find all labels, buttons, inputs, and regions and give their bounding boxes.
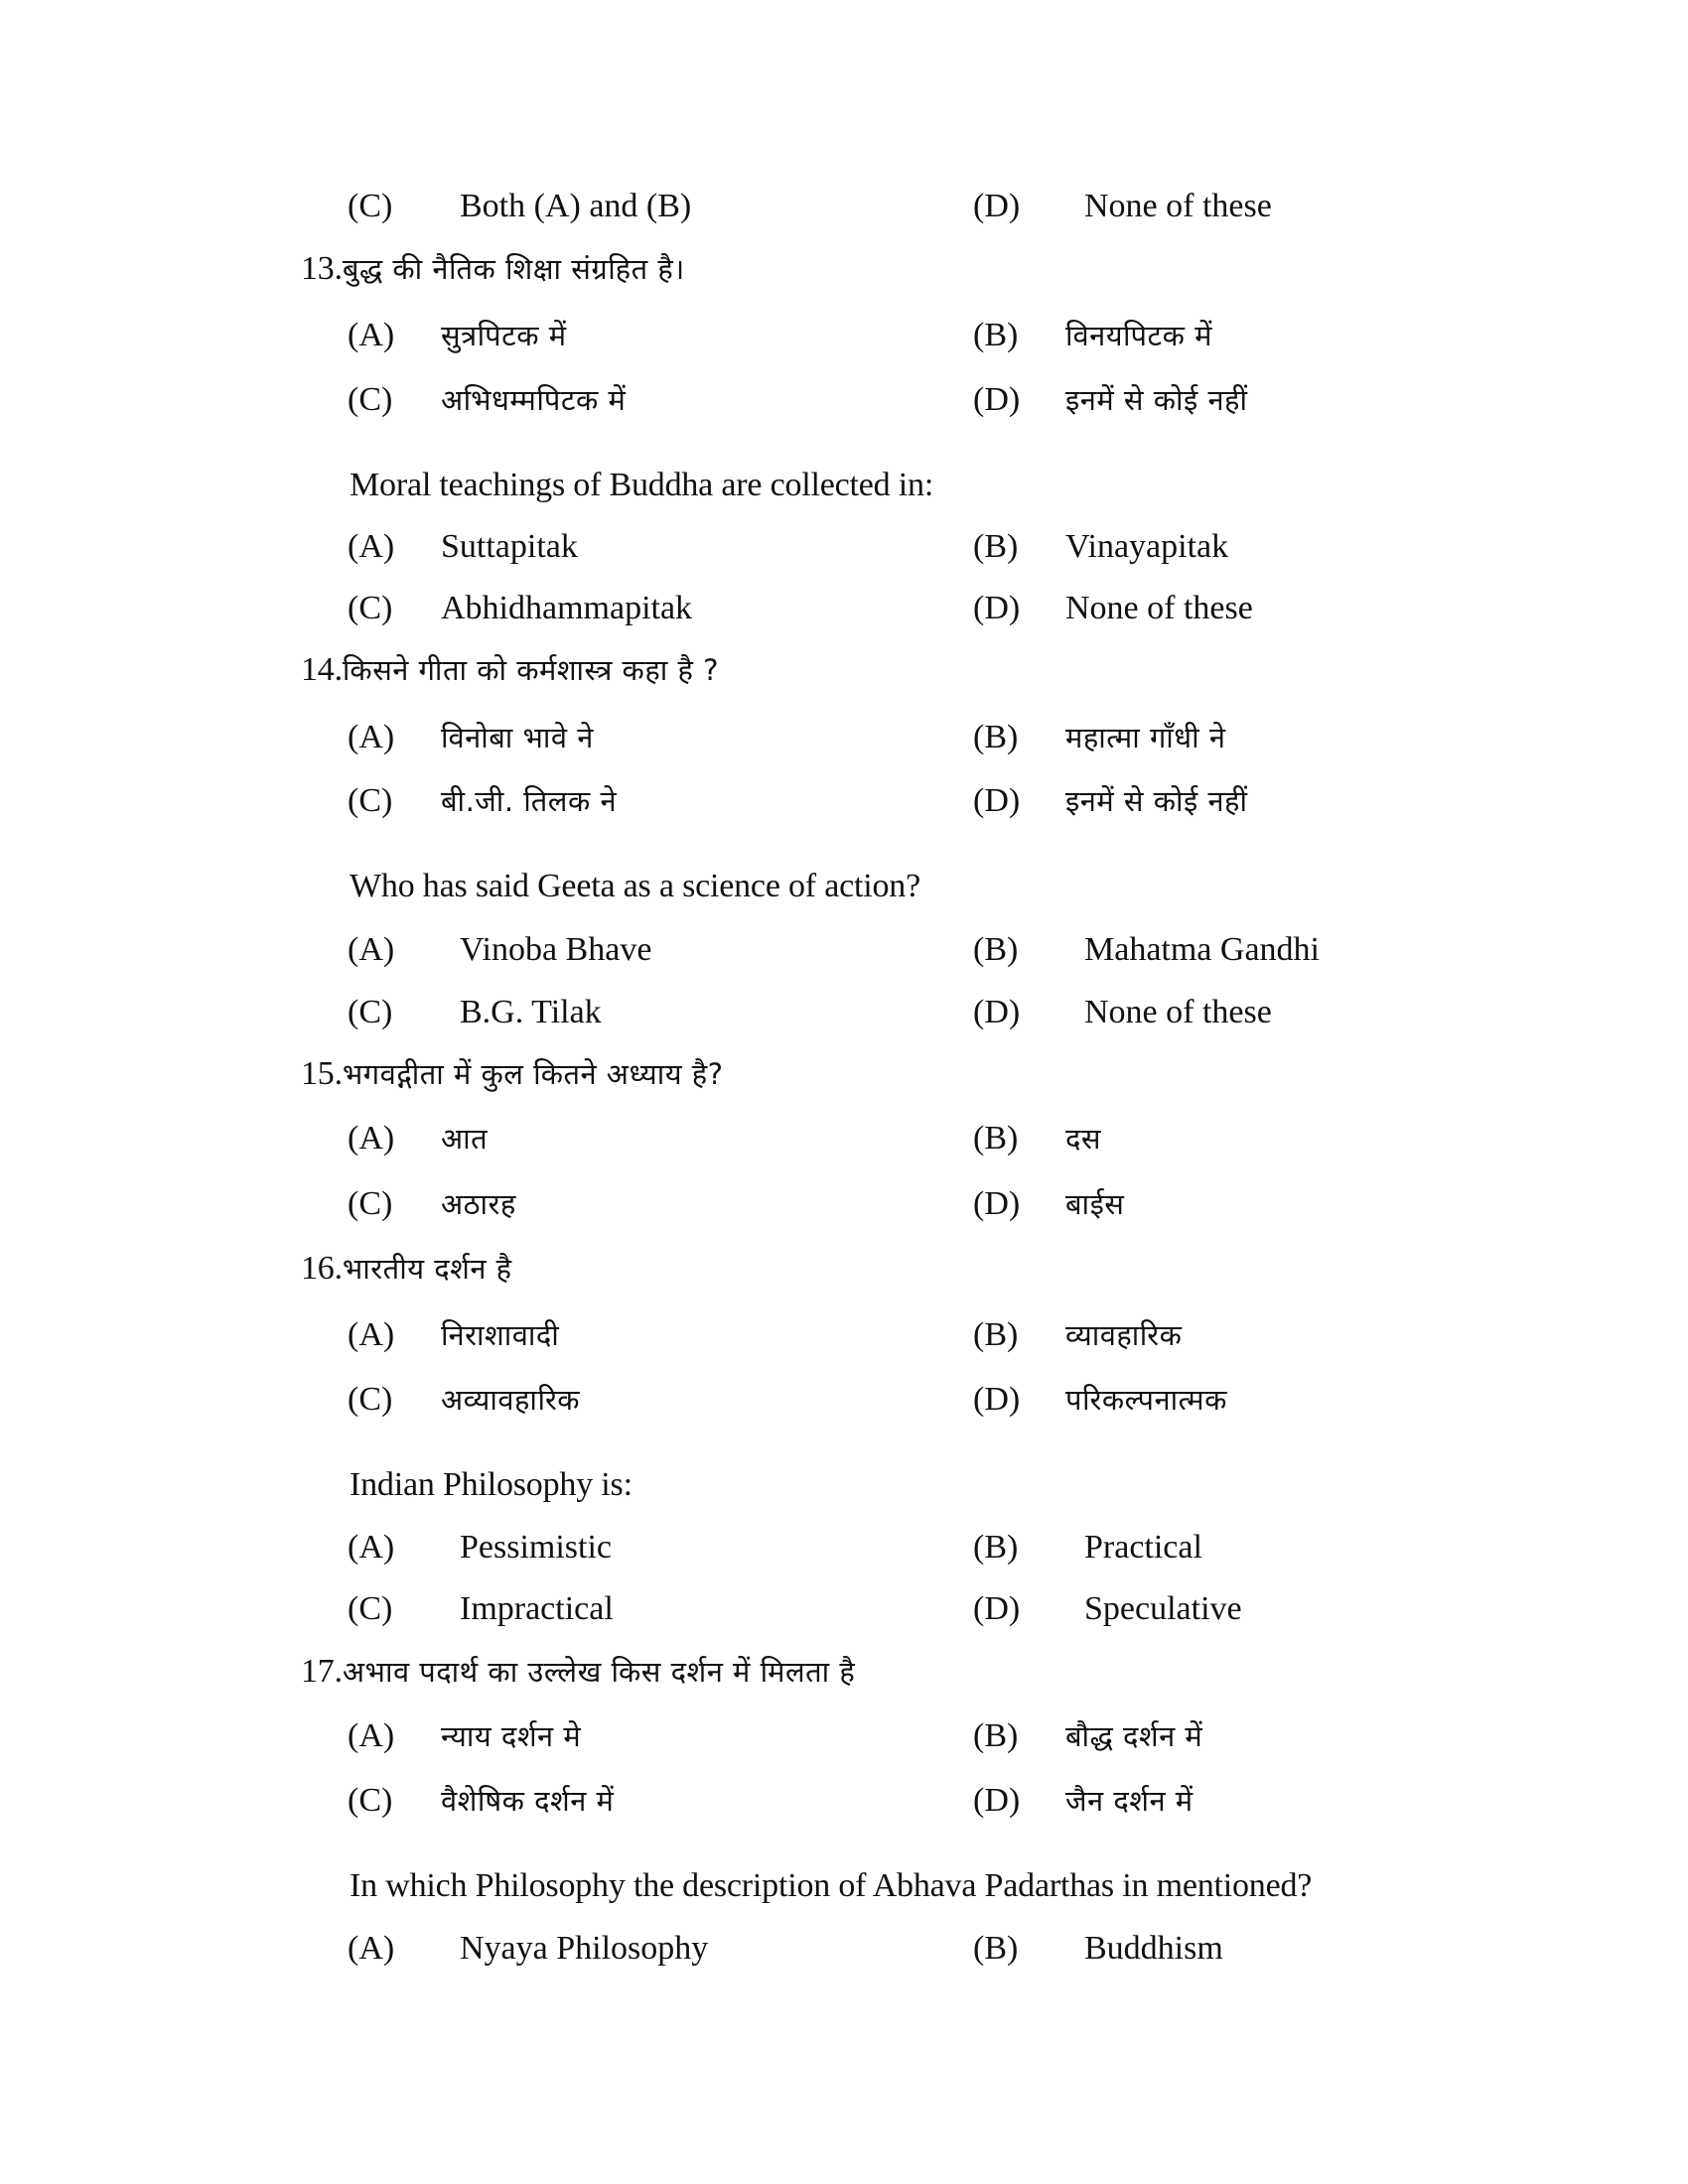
option-text-hindi: दस bbox=[1065, 1122, 1102, 1156]
question-text-english: Moral teachings of Buddha are collected in: bbox=[350, 467, 934, 503]
question-stem-hindi bbox=[301, 249, 685, 289]
question-number: 13. bbox=[301, 250, 343, 287]
question-text-english: Indian Philosophy is: bbox=[350, 1466, 633, 1503]
question-stem-hindi bbox=[301, 650, 719, 690]
question-text-hindi: भारतीय दर्शन है bbox=[342, 1252, 512, 1286]
option-text-hindi: विनयपिटक में bbox=[1065, 319, 1212, 352]
option-label: (D) bbox=[973, 1782, 1021, 1819]
question-text-hindi: भगवद्गीता में कुल कितने अध्याय है? bbox=[342, 1057, 724, 1091]
option-label: (C) bbox=[348, 1381, 393, 1418]
option-label: (A) bbox=[348, 317, 395, 353]
option-text: Buddhism bbox=[1084, 1930, 1223, 1967]
question-stem-hindi bbox=[301, 1652, 855, 1692]
question-text-hindi: अभाव पदार्थ का उल्लेख किस दर्शन में मिलता है bbox=[342, 1655, 856, 1689]
option-label: (B) bbox=[973, 1529, 1019, 1566]
option-label: (C) bbox=[348, 590, 393, 626]
option-text: Suttapitak bbox=[441, 528, 578, 565]
option-text-hindi: आत bbox=[441, 1122, 489, 1156]
option-label: (D) bbox=[973, 590, 1021, 626]
option-label: (A) bbox=[348, 1120, 395, 1157]
option-text-hindi: जैन दर्शन में bbox=[1065, 1784, 1194, 1818]
option-text: Mahatma Gandhi bbox=[1084, 931, 1320, 968]
option-label: (A) bbox=[348, 1316, 395, 1353]
option-text: Vinoba Bhave bbox=[460, 931, 652, 968]
question-number: 15. bbox=[301, 1055, 343, 1092]
question-text-english: In which Philosophy the description of Abhava Padarthas in mentioned? bbox=[350, 1867, 1313, 1904]
option-text-hindi: इनमें से कोई नहीं bbox=[1065, 784, 1248, 818]
option-label: (D) bbox=[973, 1185, 1021, 1222]
option-text-hindi: अव्यावहारिक bbox=[441, 1383, 581, 1417]
option-label: (C) bbox=[348, 1782, 393, 1819]
option-text-hindi: महात्मा गाँधी ने bbox=[1065, 721, 1226, 754]
option-label: (D) bbox=[973, 782, 1021, 819]
option-text: Both (A) and (B) bbox=[460, 188, 692, 224]
option-text: None of these bbox=[1065, 590, 1253, 626]
option-text-hindi: बाईस bbox=[1065, 1187, 1125, 1221]
option-label: (A) bbox=[348, 528, 395, 565]
question-number: 14. bbox=[301, 651, 343, 688]
option-text-hindi: इनमें से कोई नहीं bbox=[1065, 383, 1248, 417]
option-label: (C) bbox=[348, 381, 393, 418]
option-label: (D) bbox=[973, 381, 1021, 418]
option-label: (C) bbox=[348, 188, 393, 224]
question-text-english: Who has said Geeta as a science of action? bbox=[350, 868, 920, 904]
option-label: (B) bbox=[973, 1930, 1019, 1967]
option-label: (A) bbox=[348, 1930, 395, 1967]
option-text-hindi: न्याय दर्शन मे bbox=[441, 1719, 582, 1753]
option-text-hindi: अभिधम्मपिटक में bbox=[441, 383, 627, 417]
option-label: (B) bbox=[973, 317, 1019, 353]
option-text-hindi: अठारह bbox=[441, 1187, 516, 1221]
option-text: None of these bbox=[1084, 188, 1272, 224]
option-text-hindi: बौद्ध दर्शन में bbox=[1065, 1719, 1203, 1753]
option-text-hindi: निराशावादी bbox=[441, 1318, 560, 1352]
option-label: (C) bbox=[348, 782, 393, 819]
question-text-hindi: बुद्ध की नैतिक शिक्षा संग्रहित है। bbox=[342, 252, 685, 286]
option-text: Nyaya Philosophy bbox=[460, 1930, 709, 1967]
option-label: (A) bbox=[348, 1717, 395, 1754]
option-text: Impractical bbox=[460, 1590, 614, 1627]
option-label: (B) bbox=[973, 1316, 1019, 1353]
option-text-hindi: परिकल्पनात्मक bbox=[1065, 1383, 1227, 1417]
option-label: (B) bbox=[973, 528, 1019, 565]
option-label: (C) bbox=[348, 994, 393, 1030]
option-text: Abhidhammapitak bbox=[441, 590, 693, 626]
question-stem-hindi bbox=[301, 1249, 512, 1289]
option-label: (C) bbox=[348, 1590, 393, 1627]
option-text: Practical bbox=[1084, 1529, 1202, 1566]
option-text-hindi: बी.जी. तिलक ने bbox=[441, 784, 618, 818]
option-label: (A) bbox=[348, 931, 395, 968]
option-text-hindi: सुत्रपिटक में bbox=[441, 319, 567, 352]
option-text: B.G. Tilak bbox=[460, 994, 602, 1030]
option-label: (D) bbox=[973, 994, 1021, 1030]
option-label: (B) bbox=[973, 1120, 1019, 1157]
question-text-hindi: किसने गीता को कर्मशास्त्र कहा है ? bbox=[342, 653, 719, 687]
option-label: (A) bbox=[348, 719, 395, 755]
option-text-hindi: वैशेषिक दर्शन में bbox=[441, 1784, 615, 1818]
question-number: 16. bbox=[301, 1250, 343, 1287]
option-text: Pessimistic bbox=[460, 1529, 613, 1566]
option-text: Speculative bbox=[1084, 1590, 1242, 1627]
option-label: (D) bbox=[973, 1381, 1021, 1418]
question-number: 17. bbox=[301, 1653, 343, 1690]
option-label: (D) bbox=[973, 188, 1021, 224]
question-stem-hindi bbox=[301, 1054, 724, 1094]
option-text-hindi: व्यावहारिक bbox=[1065, 1318, 1183, 1352]
option-label: (D) bbox=[973, 1590, 1021, 1627]
option-label: (B) bbox=[973, 931, 1019, 968]
option-text: Vinayapitak bbox=[1065, 528, 1229, 565]
option-text: None of these bbox=[1084, 994, 1272, 1030]
option-label: (A) bbox=[348, 1529, 395, 1566]
option-text-hindi: विनोबा भावे ने bbox=[441, 721, 594, 754]
option-label: (C) bbox=[348, 1185, 393, 1222]
option-label: (B) bbox=[973, 719, 1019, 755]
option-label: (B) bbox=[973, 1717, 1019, 1754]
